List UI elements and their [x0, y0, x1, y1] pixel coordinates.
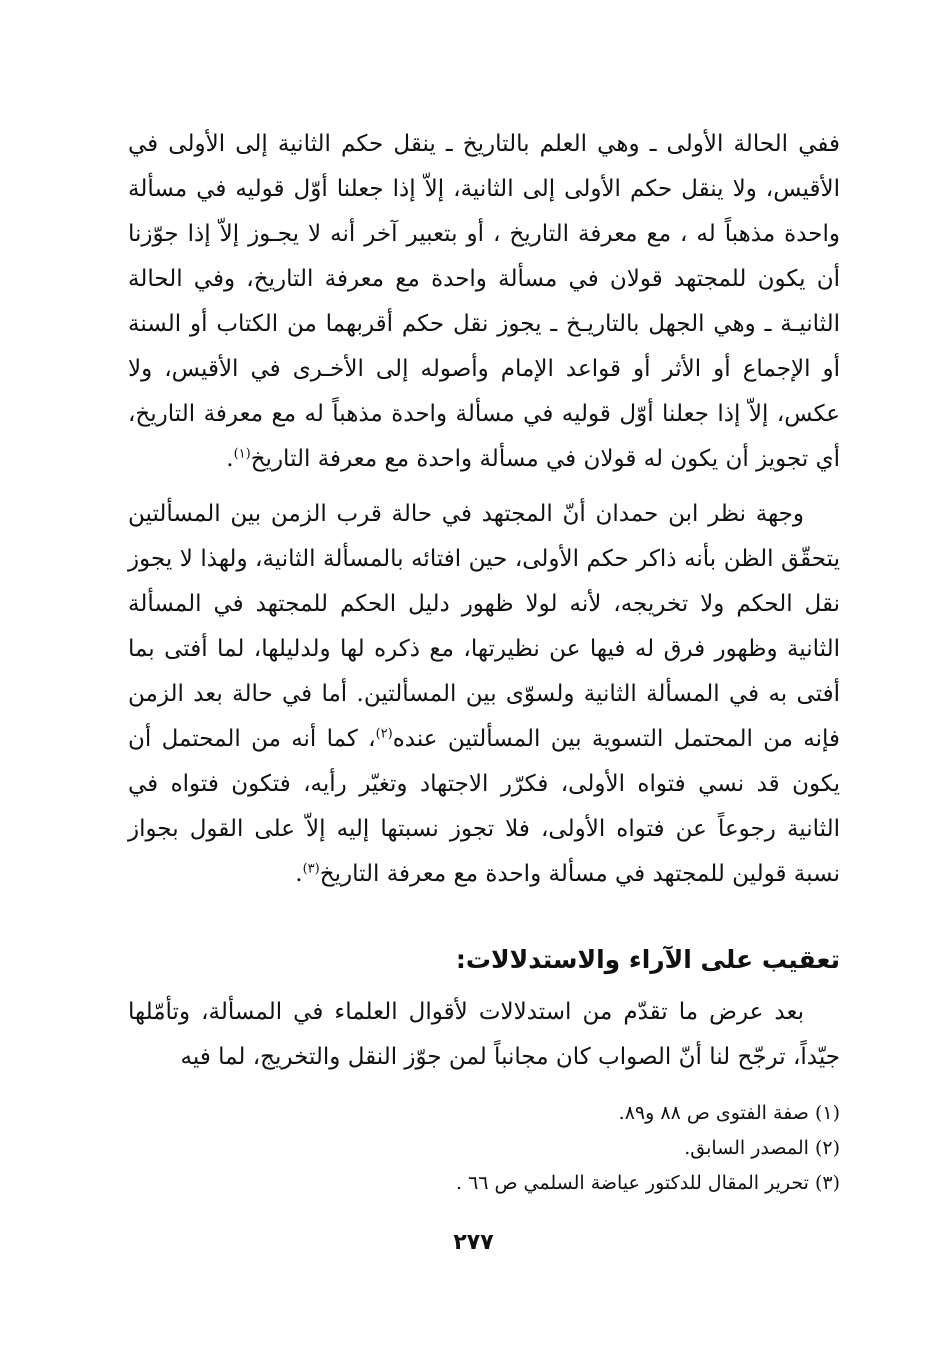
paragraph-2: وجهة نظر ابن حمدان أنّ المجتهد في حالة قرب الزمن بين المسألتين يتحقّق الظن بأنه ذاكر حكم الأولى، حين افتائه بالمسألة الثانية، ولهذا لا يجوز نقل الحكم ولا تخريجه، لأنه لولا ظهور دليل الحكم للمجتهد في المسألة الثانية وظهور فرق له فيها عن نظيرتها، مع ذكره لها ولدليلها، لما أفتى بما أفتى به في المسألة الثانية ولسوّى بين المسألتين. أما في حالة بعد الزمن فإنه من المحتمل التسوية بين المسألتين عنده$^{(٢)}$، كما أنه من المحتمل أن يكون قد نسي فتواه الأولى، فكرّر الاجتهاد وتغيّر رأيه، فتكون فتواه في الثانية رجوعاً عن فتواه الأولى، فلا تجوز نسبتها إليه إلاّ على القول بجواز نسبة قولين للمجتهد في مسألة واحدة مع معرفة التاريخ$^{(٣)}$.	[128, 501, 840, 887]
footnote-1: (١) صفة الفتوى ص ٨٨ و٨٩.	[618, 1102, 840, 1124]
paragraph-1-text: ففي الحالة الأولى ـ وهي العلم بالتاريخ ـ ينقل حكم الثانية إلى الأولى في الأقيس، ولا ينقل حكم الأولى إلى الثانية، إلاّ إذا جعلنا أوّل قوليه في مسألة واحدة مذهباً له ، مع معرفة التاريخ ، أو بتعبير آخر أنه لا يجـوز إلاّ إذا جوّزنا أن يكون للمجتهد قولان في مسألة واحدة مع معرفة التاريخ، وفي الحالة الثانيـة ـ وهي الجهل بالتاريـخ ـ يجوز نقل حكم أقربهما من الكتاب أو السنة أو الإجماع أو الأثر أو قواعد الإمام وأصوله إلى الأخـرى في الأقيس، ولا عكس، إلاّ إذا جعلنا أوّل قوليه في مسألة واحدة مذهباً له مع معرفة التاريخ، أي تجويز أن يكون له قولان في مسألة واحدة مع معرفة التاريخ	[128, 131, 841, 472]
paragraph-3: بعد عرض ما تقدّم من استدلالات لأقوال العلماء في المسألة، وتأمّلها جيّداً، ترجّح لنا أنّ الصواب كان مجانباً لمن جوّز النقل والتخريج، لما فيه	[128, 999, 840, 1070]
footnote-mark-2: (٢)	[375, 726, 393, 742]
footnote-2: (٢) المصدر السابق.	[684, 1137, 840, 1159]
section-heading: تعقيب على الآراء والاستدلالات:	[455, 945, 840, 974]
footnote-3: (٣) تحرير المقال للدكتور عياضة السلمي ص ٦٦ .	[455, 1172, 840, 1194]
footnote-mark-3: (٣)	[302, 861, 320, 877]
footnotes	[128, 1096, 840, 1201]
footnote-mark-1: (١)	[233, 446, 251, 462]
main-text	[128, 122, 840, 1080]
paragraph-1: ففي الحالة الأولى ـ وهي العلم بالتاريخ ـ ينقل حكم الثانية إلى الأولى في الأقيس، ولا ينقل حكم الأولى إلى الثانية، إلاّ إذا جعلنا أوّل قوليه في مسألة واحدة مذهباً له ، مع معرفة التاريخ ، أو بتعبير آخر أنه لا يجـوز إلاّ إذا جوّزنا أن يكون للمجتهد قولان في مسألة واحدة مع معرفة التاريخ، وفي الحالة الثانيـة ـ وهي الجهل بالتاريـخ ـ يجوز نقل حكم أقربهما من الكتاب أو السنة أو الإجماع أو الأثر أو قواعد الإمام وأصوله إلى الأخـرى في الأقيس، ولا عكس، إلاّ إذا جعلنا أوّل قوليه في مسألة واحدة مذهباً له مع معرفة التاريخ، أي تجويز أن يكون له قولان في مسألة واحدة مع معرفة التاريخ$^{(١)}$.	[128, 131, 841, 472]
paragraph-2-text-a: وجهة نظر ابن حمدان أنّ المجتهد في حالة قرب الزمن بين المسألتين يتحقّق الظن بأنه ذاكر حكم الأولى، حين افتائه بالمسألة الثانية، ولهذا لا يجوز نقل الحكم ولا تخريجه، لأنه لولا ظهور دليل الحكم للمجتهد في المسألة الثانية وظهور فرق له فيها عن نظيرتها، مع ذكره لها ولدليلها، لما أفتى بما أفتى به في المسألة الثانية ولسوّى بين المسألتين. أما في حالة بعد الزمن فإنه من المحتمل التسوية بين المسألتين عنده	[128, 501, 840, 752]
paragraph-2-text-b: ، كما أنه من المحتمل أن يكون قد نسي فتواه الأولى، فكرّر الاجتهاد وتغيّر رأيه، فتكون فتواه في الثانية رجوعاً عن فتواه الأولى، فلا تجوز نسبتها إليه إلاّ على القول بجواز نسبة قولين للمجتهد في مسألة واحدة مع معرفة التاريخ	[128, 726, 840, 887]
page-number: ٢٧٧	[453, 1230, 494, 1255]
